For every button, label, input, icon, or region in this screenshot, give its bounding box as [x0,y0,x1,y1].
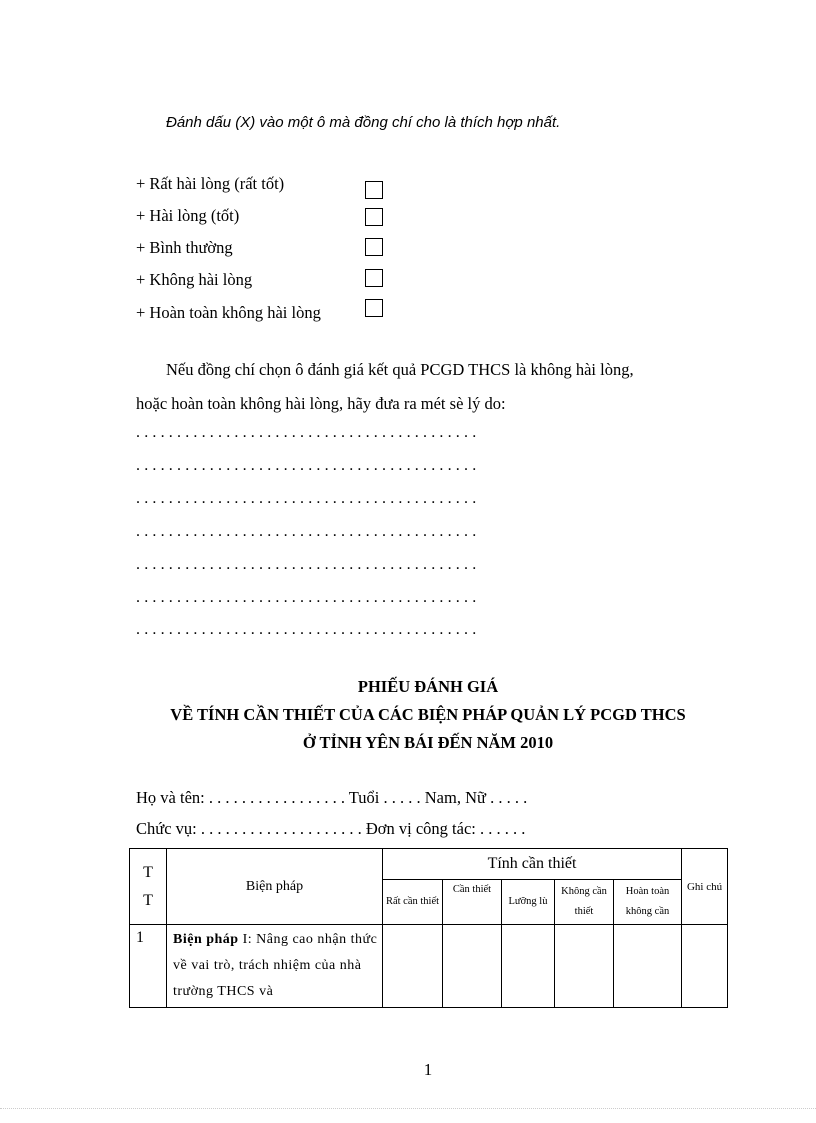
option-normal-label: + Bình thường [136,238,233,257]
reason-prompt-line1: Nếu đồng chí chọn ô đánh giá kết quả PCGD THCS là không hài lòng, [166,360,634,379]
header-tinh-can-thiet: Tính cần thiết [383,849,682,880]
cell-hoan-toan-khong-can[interactable] [614,925,682,1008]
subheader-khong-can-thiet: Không cần thiết [555,880,614,925]
answer-line-6[interactable]: .......................................... [136,589,481,606]
option-unsatisfied-checkbox[interactable] [365,269,383,287]
row-bien-phap-desc: I: Nâng cao nhận thức về vai trò, trách nhiệm của nhà trường THCS và [173,932,378,999]
answer-line-4[interactable]: .......................................... [136,523,481,540]
row-number: 1 [130,925,167,1008]
personal-info-line1[interactable]: Họ và tên: . . . . . . . . . . . . . . . . . Tuổi . . . . . Nam, Nữ . . . . . [136,788,528,807]
option-very-satisfied-label: + Rất hài lòng (rất tốt) [136,174,285,193]
row-bien-phap-bold: Biện pháp [173,932,239,947]
answer-line-3[interactable]: .......................................... [136,490,481,507]
row-bien-phap-text [167,925,383,1008]
option-unsatisfied-label: + Không hài lòng [136,270,253,289]
form-title-line3: Ở TỈNH YÊN BÁI ĐẾN NĂM 2010 [302,733,554,752]
subheader-rat-can-thiet: Rất cần thiết [383,880,443,925]
cell-ghi-chu[interactable] [682,925,728,1008]
reason-prompt-line2: hoặc hoàn toàn không hài lòng, hãy đưa ra mét sè lý do: [136,394,506,413]
answer-line-1[interactable]: .......................................... [136,424,481,441]
header-bien-phap: Biện pháp [167,849,383,925]
evaluation-table [129,848,728,1008]
answer-line-7[interactable]: .......................................... [136,621,481,638]
option-very-unsatisfied-checkbox[interactable] [365,299,383,317]
cell-can-thiet[interactable] [443,925,502,1008]
option-very-satisfied-checkbox[interactable] [365,181,383,199]
instruction-text: Đánh dấu (X) vào một ô mà đồng chí cho là thích hợp nhất. [166,114,561,131]
subheader-luong-lu: Lưỡng lù [502,880,555,925]
form-title-line1: PHIẾU ĐÁNH GIÁ [357,677,499,696]
answer-line-2[interactable]: .......................................... [136,457,481,474]
cell-rat-can-thiet[interactable] [383,925,443,1008]
answer-line-5[interactable]: .......................................... [136,556,481,573]
header-ghi-chu: Ghi chú [682,849,728,925]
option-satisfied-label: + Hài lòng (tốt) [136,206,240,225]
table-row [130,925,728,1008]
form-title-line2: VỀ TÍNH CẦN THIẾT CỦA CÁC BIỆN PHÁP QUẢN LÝ PCGD THCS [170,705,686,724]
personal-info-line2[interactable]: Chức vụ: . . . . . . . . . . . . . . . . . . . . Đơn vị công tác: . . . . . . [136,819,526,838]
subheader-can-thiet: Cần thiết [443,880,502,925]
option-normal-checkbox[interactable] [365,238,383,256]
page-number: 1 [423,1060,433,1079]
option-very-unsatisfied-label: + Hoàn toàn không hài lòng [136,303,321,322]
cell-khong-can-thiet[interactable] [555,925,614,1008]
page-bottom-divider [0,1108,816,1109]
subheader-hoan-toan-khong-can: Hoàn toàn không cần [614,880,682,925]
cell-luong-lu[interactable] [502,925,555,1008]
header-tt: T T [130,849,167,925]
option-satisfied-checkbox[interactable] [365,208,383,226]
